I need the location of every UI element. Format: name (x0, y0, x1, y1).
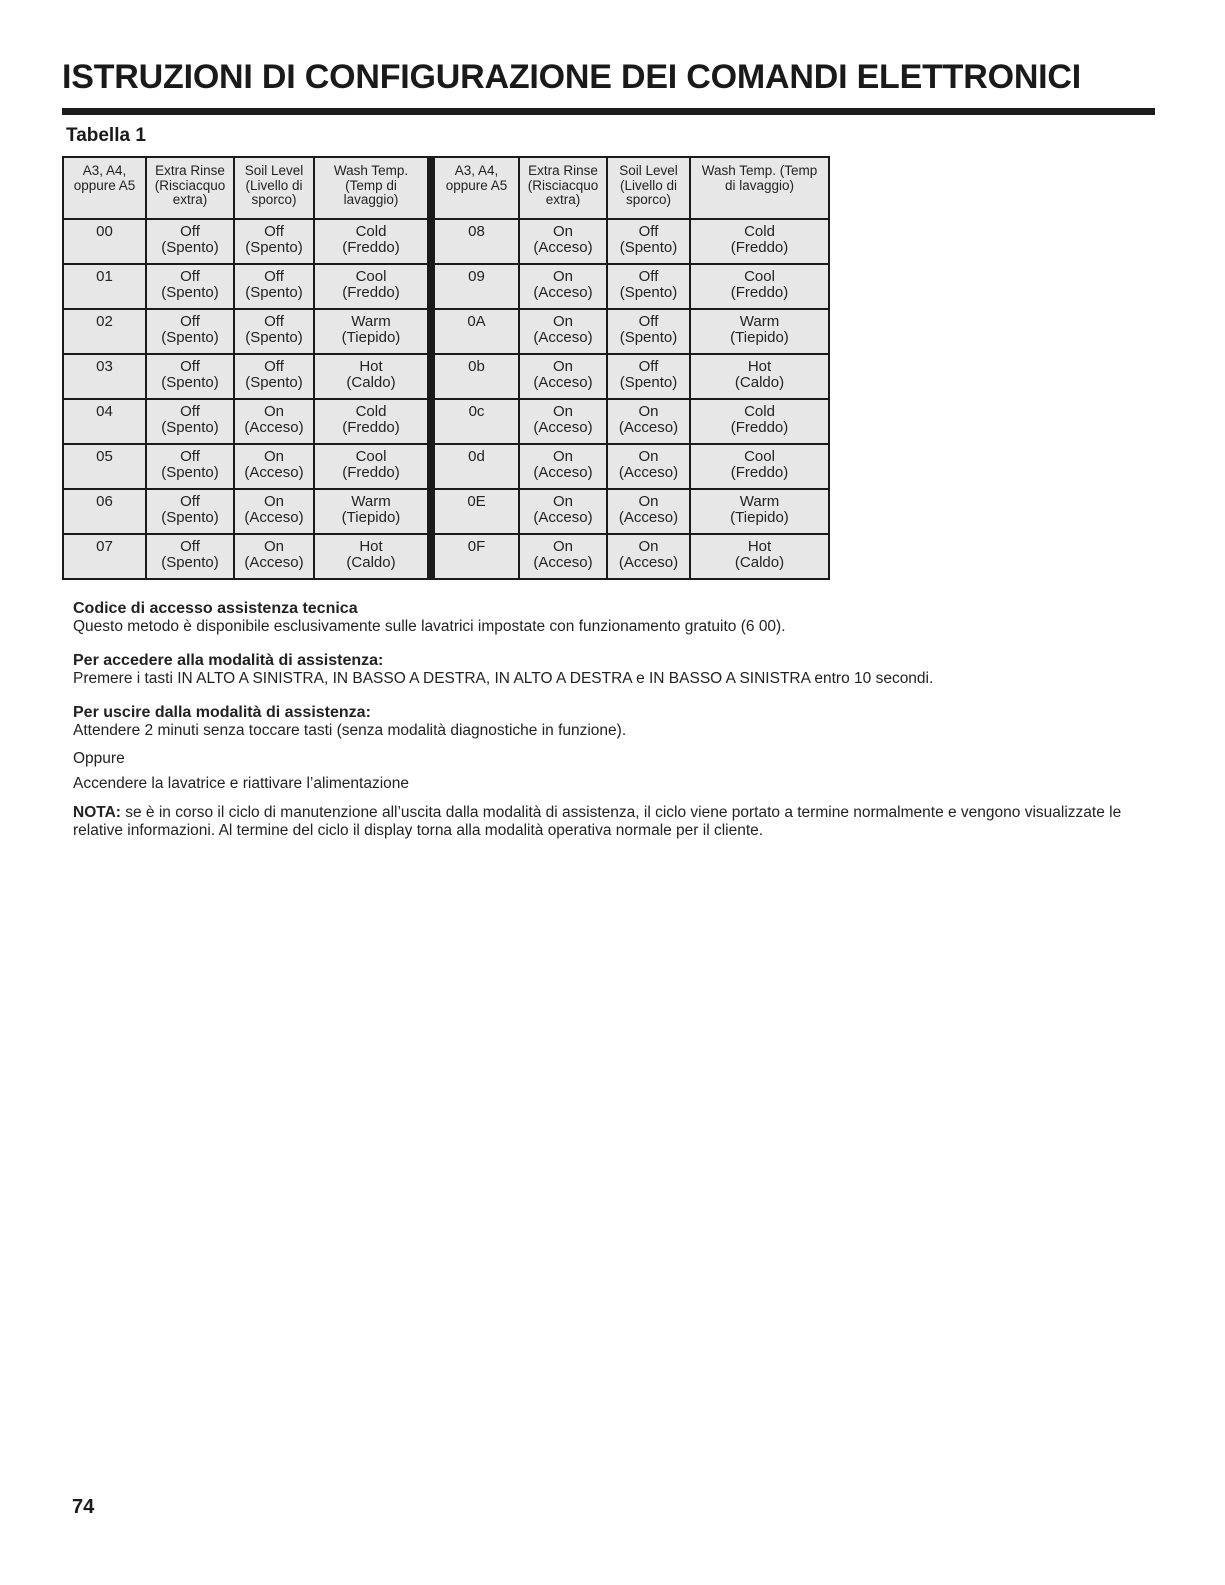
table-cell (690, 354, 829, 399)
cell-value: (Spento) (245, 374, 303, 391)
cell-value: (Freddo) (342, 464, 400, 481)
cell-value: (Acceso) (533, 464, 593, 481)
cell-value: (Spento) (245, 284, 303, 301)
cell-value: (Spento) (161, 329, 219, 346)
table-row (63, 309, 829, 354)
cell-value: Off (180, 223, 200, 240)
table-cell (63, 354, 146, 399)
cell-value: Off (264, 313, 284, 330)
header-line: (Livello di (619, 177, 678, 193)
cell-value: (Acceso) (533, 374, 593, 391)
cell-value: 07 (96, 538, 113, 555)
cell-value: 0A (467, 313, 486, 330)
cell-value: On (552, 448, 573, 465)
cell-value: Off (638, 358, 659, 375)
cell-value: (Caldo) (346, 554, 396, 571)
table-cell (234, 534, 314, 579)
table-cell (314, 264, 431, 309)
table-cell (63, 309, 146, 354)
cell-value: (Spento) (619, 284, 678, 301)
cell-value: On (263, 403, 284, 420)
table-body (63, 219, 829, 579)
table-cell (63, 489, 146, 534)
table-cell (234, 264, 314, 309)
cell-value: 0b (468, 358, 485, 375)
cell-value: On (638, 493, 659, 510)
table-cell (690, 534, 829, 579)
table-cell (431, 489, 519, 534)
page-number: 74 (72, 1496, 95, 1518)
cell-value: 0E (467, 493, 486, 510)
table-cell (314, 354, 431, 399)
table-cell (519, 444, 607, 489)
header-line: (Risciacquo (527, 177, 599, 193)
table-header-cell (234, 157, 314, 219)
cell-value: (Spento) (245, 329, 303, 346)
cell-value: Cool (744, 448, 775, 465)
cell-value: (Tiepido) (341, 509, 401, 526)
cell-value: (Spento) (161, 374, 219, 391)
table-cell (63, 264, 146, 309)
cell-value: Cool (355, 268, 387, 285)
cell-value: 02 (96, 313, 113, 330)
cell-value: (Caldo) (346, 374, 396, 391)
cell-value: 03 (96, 358, 113, 375)
cell-value: On (263, 538, 284, 555)
cell-value: (Caldo) (734, 374, 785, 391)
table-cell (607, 534, 690, 579)
table-header-cell (63, 157, 146, 219)
table-cell (63, 219, 146, 264)
table-cell (519, 309, 607, 354)
cell-value: (Spento) (619, 329, 678, 346)
cell-value: Cold (355, 403, 387, 420)
cell-value: Hot (359, 358, 383, 375)
service-code-intro: Questo metodo è disponibile esclusivamente sulle lavatrici impostate con funzionamento gratuito (6 00). (73, 618, 786, 635)
cell-value: (Acceso) (533, 554, 593, 571)
exit-service-section (73, 704, 1163, 740)
header-line: A3, A4, (82, 163, 127, 178)
table-cell (234, 309, 314, 354)
table-cell (314, 489, 431, 534)
cell-value: Off (180, 403, 200, 420)
cell-value: (Freddo) (730, 464, 789, 481)
table-cell (690, 264, 829, 309)
table-cell (314, 309, 431, 354)
table-cell (519, 354, 607, 399)
cell-value: On (263, 493, 284, 510)
cell-value: Cold (355, 223, 387, 240)
cell-value: 05 (96, 448, 113, 465)
cell-value: Off (264, 268, 284, 285)
cell-value: (Acceso) (244, 554, 304, 571)
cell-value: Cold (744, 223, 775, 240)
note-label: NOTA: (73, 804, 121, 821)
cell-value: (Spento) (161, 284, 219, 301)
cell-value: (Freddo) (730, 239, 789, 256)
header-line: sporco) (251, 192, 297, 207)
table-cell (63, 444, 146, 489)
header-line: A3, A4, (454, 163, 499, 178)
cell-value: Warm (351, 313, 391, 330)
table-cell (146, 534, 234, 579)
service-code-section (73, 600, 1163, 636)
cell-value: (Acceso) (244, 419, 304, 436)
table-cell (607, 444, 690, 489)
cell-value: (Acceso) (618, 554, 679, 571)
cell-value: Off (638, 268, 659, 285)
cell-value: On (638, 448, 659, 465)
table-cell (690, 399, 829, 444)
cell-value: Cool (744, 268, 775, 285)
table-cell (431, 399, 519, 444)
table-cell (607, 399, 690, 444)
cell-value: (Tiepido) (730, 329, 789, 346)
cell-value: (Freddo) (342, 284, 400, 301)
cell-value: On (552, 403, 573, 420)
cell-value: 06 (96, 493, 113, 510)
or-text: Oppure (73, 750, 125, 767)
cell-value: Off (180, 268, 200, 285)
cell-value: On (552, 538, 573, 555)
cell-value: On (552, 358, 573, 375)
table-cell (146, 444, 234, 489)
title-rule (62, 108, 1155, 115)
cell-value: (Freddo) (730, 284, 789, 301)
page-title: ISTRUZIONI DI CONFIGURAZIONE DEI COMANDI ELETTRONICI (62, 58, 1082, 96)
cell-value: (Acceso) (533, 509, 593, 526)
table-row (63, 219, 829, 264)
cell-value: (Freddo) (342, 419, 400, 436)
cell-value: (Acceso) (618, 419, 679, 436)
cell-value: (Spento) (161, 419, 219, 436)
cell-value: 08 (468, 223, 485, 240)
table-cell (431, 444, 519, 489)
cell-value: Off (180, 448, 200, 465)
cell-value: On (552, 313, 573, 330)
exit-service-text: Attendere 2 minuti senza toccare tasti (senza modalità diagnostiche in funzione). (73, 722, 627, 739)
header-line: oppure A5 (73, 177, 136, 193)
table-cell (314, 534, 431, 579)
table-cell (234, 354, 314, 399)
cell-value: (Spento) (161, 554, 219, 571)
exit-service-heading: Per uscire dalla modalità di assistenza: (73, 704, 371, 721)
table-cell (519, 219, 607, 264)
cell-value: Warm (739, 493, 780, 510)
table-row (63, 444, 829, 489)
table-cell (519, 264, 607, 309)
cell-value: On (552, 223, 573, 240)
table-cell (431, 219, 519, 264)
cell-value: Off (180, 358, 200, 375)
cell-value: Hot (747, 358, 772, 375)
header-line: (Temp di (345, 177, 397, 193)
cell-value: (Spento) (161, 239, 219, 256)
cell-value: (Spento) (161, 509, 219, 526)
table-header-cell (146, 157, 234, 219)
table-row (63, 534, 829, 579)
cell-value: Off (264, 223, 284, 240)
table-cell (431, 264, 519, 309)
table-cell (607, 264, 690, 309)
power-text: Accendere la lavatrice e riattivare l’alimentazione (73, 775, 409, 792)
table-cell (146, 219, 234, 264)
table-cell (63, 399, 146, 444)
table-cell (690, 219, 829, 264)
table-cell (607, 354, 690, 399)
table-cell (146, 489, 234, 534)
table-cell (314, 219, 431, 264)
table-cell (690, 309, 829, 354)
table-cell (519, 489, 607, 534)
cell-value: (Caldo) (734, 554, 785, 571)
cell-value: 0d (468, 448, 485, 465)
table-cell (146, 399, 234, 444)
header-line: extra) (172, 192, 208, 207)
header-line: di lavaggio) (724, 177, 795, 193)
table-cell (431, 309, 519, 354)
header-line: extra) (545, 192, 581, 207)
cell-value: (Freddo) (730, 419, 789, 436)
cell-value: Cool (355, 448, 387, 465)
note-paragraph (73, 804, 1163, 840)
header-line: Extra Rinse (155, 163, 225, 178)
cell-value: (Acceso) (533, 239, 593, 256)
header-line: Wash Temp. (333, 163, 409, 178)
cell-value: (Freddo) (342, 239, 400, 256)
header-line: (Risciacquo (154, 177, 226, 193)
header-line: sporco) (625, 192, 671, 207)
table-cell (607, 309, 690, 354)
header-line: (Livello di (245, 177, 303, 193)
table-row (63, 399, 829, 444)
header-line: Extra Rinse (528, 163, 598, 178)
cell-value: (Acceso) (618, 509, 679, 526)
cell-value: Off (638, 223, 659, 240)
table-cell (607, 219, 690, 264)
cell-value: (Spento) (245, 239, 303, 256)
cell-value: (Spento) (161, 464, 219, 481)
table-cell (63, 534, 146, 579)
table-header-row (63, 157, 829, 219)
table-cell (690, 444, 829, 489)
cell-value: 0c (468, 403, 485, 420)
table-row (63, 489, 829, 534)
table-header-cell (690, 157, 829, 219)
cell-value: Hot (747, 538, 772, 555)
header-line: Wash Temp. (Temp (701, 163, 818, 178)
table-cell (431, 354, 519, 399)
table-cell (234, 399, 314, 444)
note-text: se è in corso il ciclo di manutenzione all’uscita dalla modalità di assistenza, il ciclo viene portato a termine normalmente e vengono visualizzate le relative informazioni. Al termine del ciclo il display torna alla modalità operativa normale per il cliente. (73, 804, 1122, 839)
cell-value: Warm (739, 313, 780, 330)
cell-value: On (552, 493, 573, 510)
cell-value: 09 (468, 268, 485, 285)
table-cell (519, 399, 607, 444)
cell-value: Off (264, 358, 284, 375)
table-cell (234, 219, 314, 264)
service-code-heading: Codice di accesso assistenza tecnica (73, 600, 358, 617)
table-row (63, 354, 829, 399)
cell-value: (Tiepido) (341, 329, 401, 346)
cell-value: Off (180, 313, 200, 330)
table-cell (607, 489, 690, 534)
cell-value: On (263, 448, 284, 465)
table-cell (234, 489, 314, 534)
cell-value: 01 (96, 268, 113, 285)
cell-value: 0F (467, 538, 486, 555)
table-cell (234, 444, 314, 489)
table-cell (314, 399, 431, 444)
header-line: Soil Level (619, 163, 678, 178)
cell-value: (Acceso) (618, 464, 679, 481)
table-row (63, 264, 829, 309)
cell-value: On (638, 538, 659, 555)
enter-service-text: Premere i tasti IN ALTO A SINISTRA, IN BASSO A DESTRA, IN ALTO A DESTRA e IN BASSO A SINISTRA entro 10 secondi. (73, 670, 934, 687)
header-line: lavaggio) (343, 192, 399, 207)
table-header-cell (431, 157, 519, 219)
table-cell (690, 489, 829, 534)
cell-value: (Acceso) (244, 509, 304, 526)
table-cell (146, 309, 234, 354)
cell-value: Off (180, 538, 200, 555)
header-line: oppure A5 (445, 177, 508, 193)
table-cell (519, 534, 607, 579)
table-header-cell (607, 157, 690, 219)
table-cell (314, 444, 431, 489)
table-header-cell (519, 157, 607, 219)
cell-value: Off (638, 313, 659, 330)
table-header-cell (314, 157, 431, 219)
table-cell (146, 264, 234, 309)
cell-value: (Acceso) (533, 329, 593, 346)
cell-value: (Acceso) (244, 464, 304, 481)
cell-value: (Acceso) (533, 419, 593, 436)
cell-value: 00 (96, 223, 113, 240)
settings-table (62, 156, 830, 580)
table-caption: Tabella 1 (66, 125, 146, 146)
enter-service-section (73, 652, 1163, 688)
cell-value: (Spento) (619, 374, 678, 391)
enter-service-heading: Per accedere alla modalità di assistenza: (73, 652, 384, 669)
cell-value: Cold (744, 403, 775, 420)
cell-value: (Tiepido) (730, 509, 789, 526)
table-cell (431, 534, 519, 579)
cell-value: On (552, 268, 573, 285)
cell-value: Warm (351, 493, 391, 510)
cell-value: Off (180, 493, 200, 510)
cell-value: Hot (359, 538, 383, 555)
table-cell (146, 354, 234, 399)
cell-value: On (638, 403, 659, 420)
header-line: Soil Level (244, 163, 304, 178)
cell-value: (Acceso) (533, 284, 593, 301)
cell-value: 04 (96, 403, 113, 420)
cell-value: (Spento) (619, 239, 678, 256)
